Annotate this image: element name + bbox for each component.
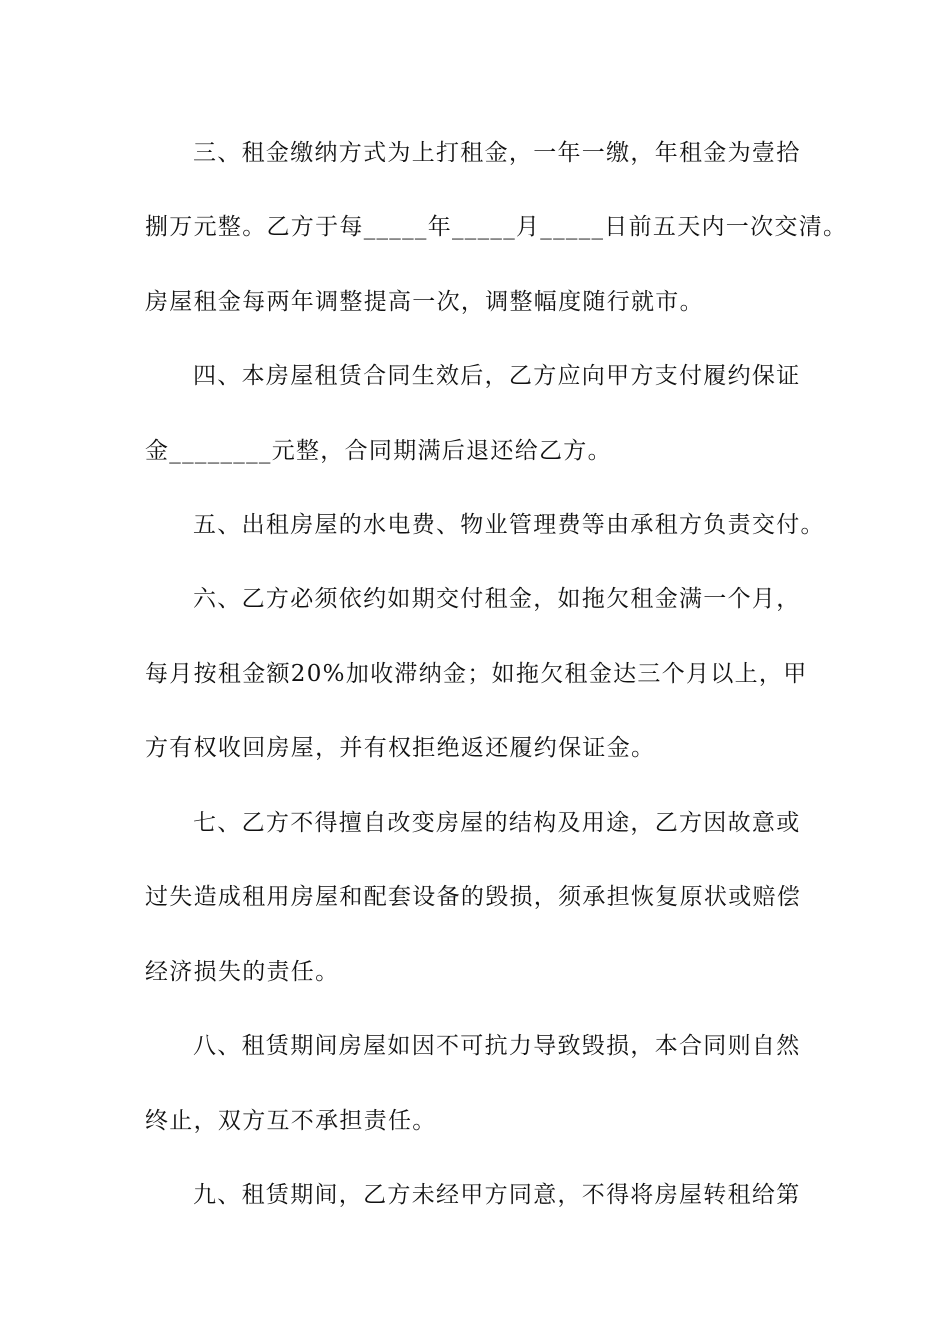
clause-7-line-1: 七、乙方不得擅自改变房屋的结构及用途，乙方因故意或 [193,810,801,836]
clause-4-line-1: 四、本房屋租赁合同生效后，乙方应向甲方支付履约保证 [193,363,801,389]
clause-4-line-2: 金________元整，合同期满后退还给乙方。 [145,438,612,464]
clause-7-line-2: 过失造成租用房屋和配套设备的毁损，须承担恢复原状或赔偿 [145,884,802,910]
clause-5-line-1: 五、出租房屋的水电费、物业管理费等由承租方负责交付。 [193,512,825,538]
clause-3-line-2: 捌万元整。乙方于每_____年_____月_____日前五天内一次交清。 [145,214,848,240]
clause-8-line-1: 八、租赁期间房屋如因不可抗力导致毁损，本合同则自然 [193,1033,801,1059]
clause-9-line-1: 九、租赁期间，乙方未经甲方同意，不得将房屋转租给第 [193,1182,801,1208]
clause-6-line-1: 六、乙方必须依约如期交付租金，如拖欠租金满一个月， [193,586,801,612]
clause-6-line-3: 方有权收回房屋，并有权拒绝返还履约保证金。 [145,735,656,761]
clause-7-line-3: 经济损失的责任。 [145,959,340,985]
clause-3-line-3: 房屋租金每两年调整提高一次，调整幅度随行就市。 [145,289,704,315]
clause-3-line-1: 三、租金缴纳方式为上打租金，一年一缴，年租金为壹拾 [193,140,801,166]
clause-6-line-2: 每月按租金额20%加收滞纳金；如拖欠租金达三个月以上，甲 [145,661,808,687]
clause-8-line-2: 终止，双方互不承担责任。 [145,1108,437,1134]
